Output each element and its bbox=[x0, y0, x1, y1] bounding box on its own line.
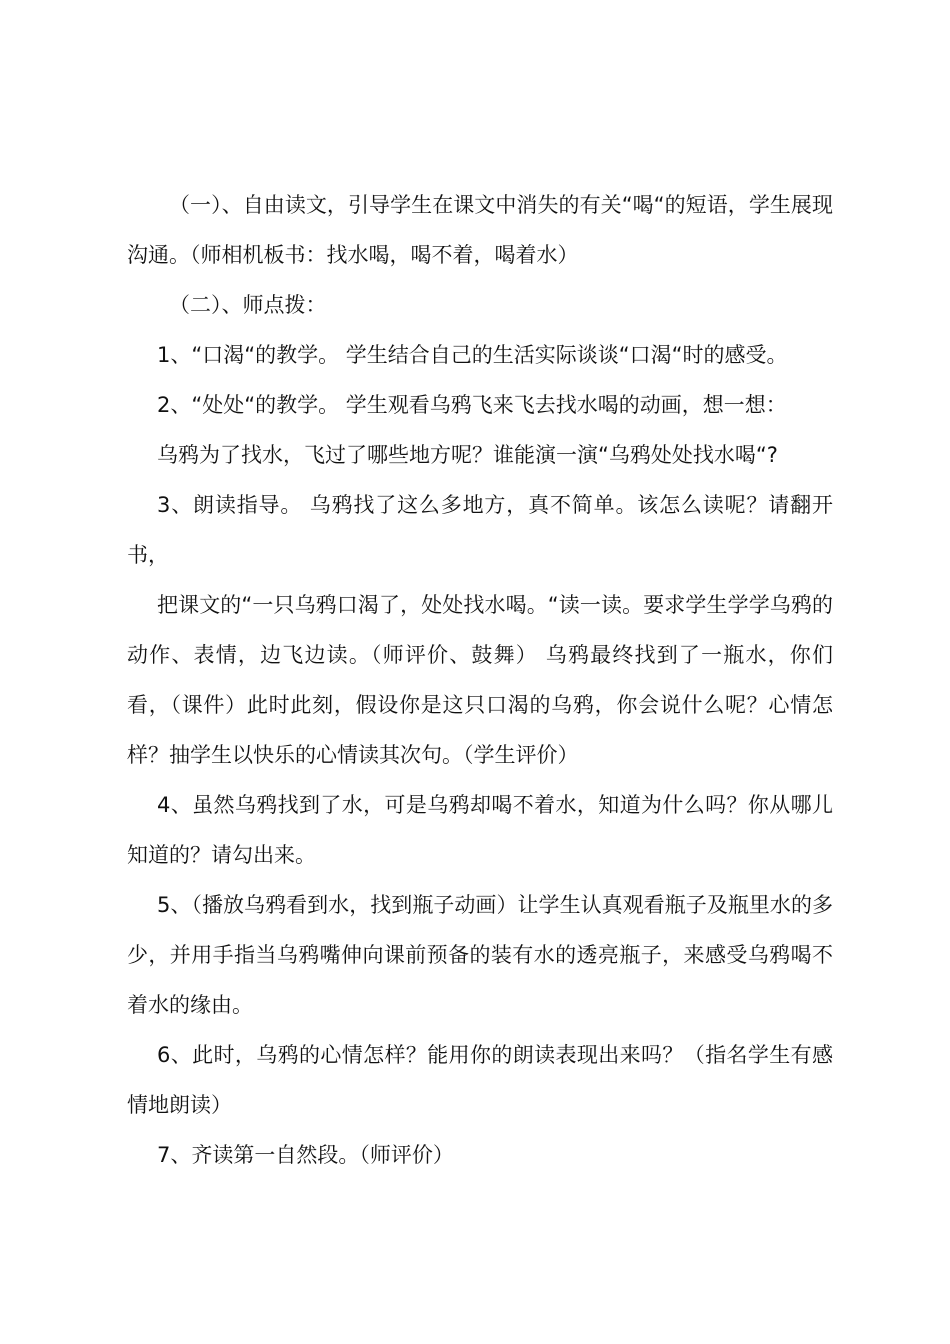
paragraph-item-2-question: 乌鸦为了找水，飞过了哪些地方呢？谁能演一演“乌鸦处处找水喝“? bbox=[157, 443, 778, 467]
paragraph-item-6: 6、此时，乌鸦的心情怎样？能用你的朗读表现出来吗？（指名学生有感情地朗读） bbox=[127, 1043, 833, 1117]
paragraph-item-7: 7、齐读第一自然段。（师评价） bbox=[157, 1143, 454, 1167]
document-body bbox=[127, 180, 833, 1180]
paragraph-intro: （一）、自由读文，引导学生在课文中消失的有关“喝“的短语，学生展现沟通。（师相机板书：找水喝，喝不着，喝着水） bbox=[127, 193, 833, 267]
paragraph-item-5: 5、（播放乌鸦看到水，找到瓶子动画）让学生认真观看瓶子及瓶里水的多少，并用手指当乌鸦嘴伸向课前预备的装有水的透亮瓶子，来感受乌鸦喝不着水的缘由。 bbox=[127, 893, 833, 1017]
paragraph-item-2: 2、“处处“的教学。 学生观看乌鸦飞来飞去找水喝的动画，想一想： bbox=[157, 393, 787, 417]
paragraph-item-3-detail: 把课文的“一只乌鸦口渴了，处处找水喝。“读一读。要求学生学学乌鸦的动作、表情，边飞边读。（师评价、鼓舞） 乌鸦最终找到了一瓶水，你们看，（课件）此时此刻，假设你是这只口渴的乌鸦，你会说什么呢？心情怎样？抽学生以快乐的心情读其次句。（学生评价） bbox=[127, 593, 833, 767]
paragraph-section-two-heading: （二）、师点拨： bbox=[169, 293, 327, 317]
paragraph-item-3: 3、朗读指导。 乌鸦找了这么多地方，真不简单。该怎么读呢？请翻开书， bbox=[127, 493, 833, 567]
paragraph-item-1: 1、“口渴“的教学。 学生结合自己的生活实际谈谈“口渴“时的感受。 bbox=[157, 343, 788, 367]
paragraph-item-4: 4、虽然乌鸦找到了水，可是乌鸦却喝不着水，知道为什么吗？你从哪儿知道的？请勾出来。 bbox=[127, 793, 833, 867]
